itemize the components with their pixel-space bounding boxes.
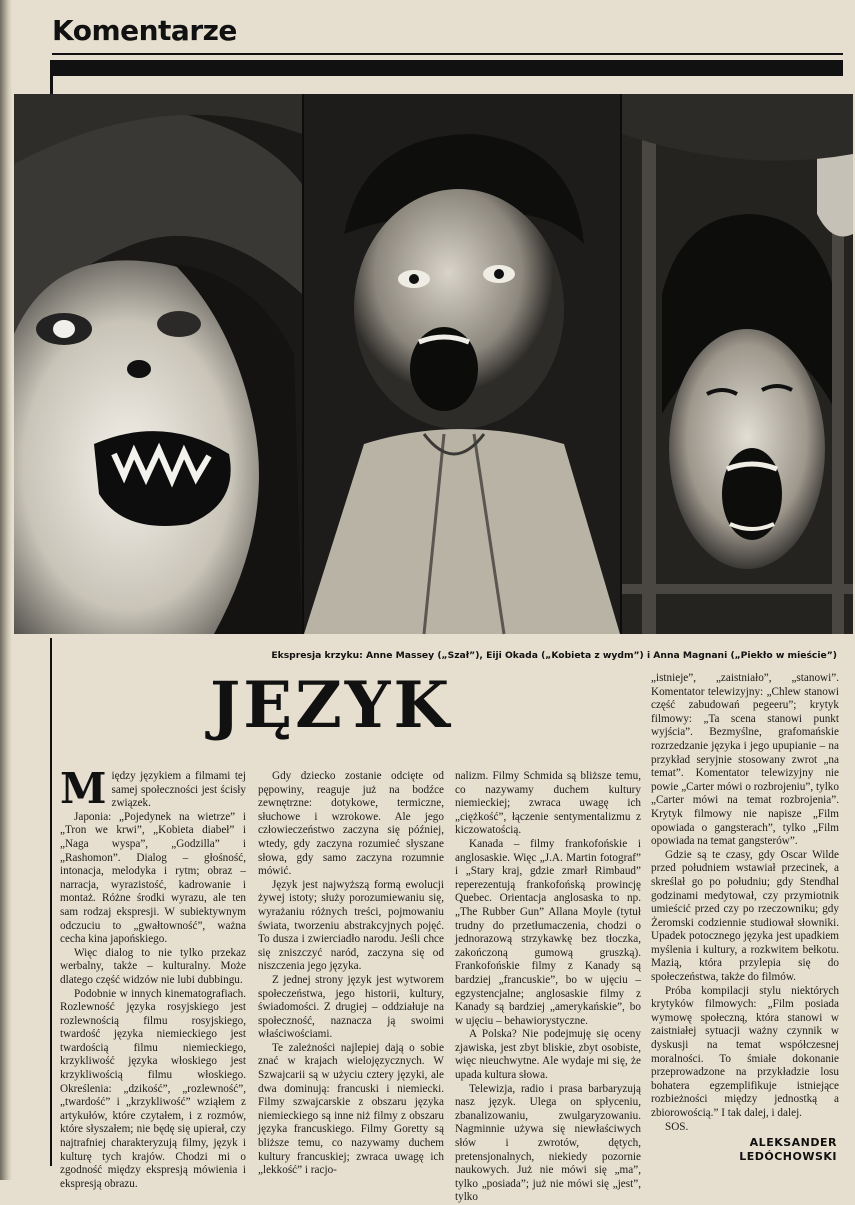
paragraph: „istnieje”, „zaistniało”, „stanowi”. Komentator telewizyjny: „Chlew stanowi część zabudowań pegeeru”; krytyk filmowy: „Ta scena stanowi punkt wyjścia”. Bezmyślne, grafomańskie rozrzedzanie języka i jego upupianie – na przykład seryjnie stosowany zwrot „na temat”. Komentator telewizyjny nie powie „Carter mówi o rozbrojeniu”, tylko „Carter mówi na temat rozbrojenia”. Krytyk filmowy nie napisze „Film opowiada o gangsterach”, tylko „Film opowiada na temat gangsterów”. [651, 672, 839, 848]
photo-strip [14, 94, 853, 634]
article-column-1 [60, 764, 246, 1191]
paragraph: A Polska? Nie podejmuję się oceny zjawiska, jest zbyt bliskie, zbyt osobiste, więc nieuchwytne. Ale wydaje mi się, że upada kultura słowa. [455, 1028, 641, 1082]
paragraph: Gdzie są te czasy, gdy Oscar Wilde przed południem wstawiał przecinek, a skreślał go po południu; gdy Stendhal godzinami medytował, czy przymiotnik umieścić przed czy po rzeczowniku; gdy Żeromski codziennie studiował słowniki. Upadek potocznego języka jest upadkiem myślenia i kultury, a rozkwitem bełkotu. Mazią, która przylepia się do społeczeństwa, także do filmów. [651, 848, 839, 984]
paragraph: Te zależności najlepiej dają o sobie znać w krajach wielojęzycznych. W Szwajcarii są w użyciu cztery języki, ale dwa dominują: francuski i niemiecki. Filmy szwajcarskie z obszaru języka niemieckiego są inne niż filmy z obszaru języka francuskiego. Filmy Goretty są bliższe temu, co nazywamy duchem kultury francuskiej; zwraca uwagę ich „lekkość” i racjo- [258, 1041, 444, 1177]
screaming-woman-photo [14, 94, 302, 634]
paragraph: Z jednej strony język jest wytworem społeczeństwa, jego historii, kultury, świadomości. Z drugiej – oddziałuje na społeczność, naznacza ją swoimi właściwościami. [258, 973, 444, 1041]
header-rule-left [50, 60, 53, 94]
paragraph: SOS. [665, 1120, 689, 1133]
article-left-rule [50, 638, 52, 1166]
paragraph: Język jest najwyższą formą ewolucji żywej istoty; służy porozumiewaniu się, wyrażaniu różnych treści, pojmowaniu świata, tworzeniu abstrakcyjnych pojęć. To dusza i zwierciadło narodu. Jeśli chce się zniszczyć naród, zaczyna się od niszczenia jego języka. [258, 878, 444, 973]
paragraph: Między językiem a filmami tej samej społeczności jest ścisły związek. [60, 764, 246, 813]
photo-caption: Ekspresja krzyku: Anne Massey („Szał”), Eiji Okada („Kobieta z wydm”) i Anna Magnani („Piekło w mieście”) [271, 650, 837, 661]
screaming-man-photo [304, 94, 620, 634]
paragraph: Gdy dziecko zostanie odcięte od pępowiny, reaguje już na bodźce zewnętrzne: dotykowe, termiczne, słuchowe i wzrokowe. Ale jego człowieczeństwo zaczyna się później, wtedy, gdy zaczyna rozumieć słyszane słowa, gdy samo zaczyna rozumnie mówić. [258, 770, 444, 878]
author-last-name: LEDÓCHOWSKI [739, 1150, 837, 1163]
paragraph: Próba kompilacji stylu niektórych krytyków filmowych: „Film posiada wymowę społeczną, która stanowi w zaistniałej sytuacji ważny czynnik w dyskusji na temat współczesnej moralności. To śmiałe dokonanie przeprowadzone na przykładzie losu bohatera egzemplifikuje istniejące rozbieżności między jednostką a zbiorowością.” I tak dalej, i dalej. [651, 984, 839, 1119]
drop-cap: M [60, 764, 107, 813]
article-column-3 [455, 770, 641, 1205]
paragraph: Japonia: „Pojedynek na wietrze” i „Tron we krwi”, „Kobieta diabeł” i „Naga wyspa”, „Godzilla” i „Rashomon”. Dialog – głośność, intonacja, melodyka i rytm; obraz – narracja, wyrazistość, kadrowanie i montaż. Różne środki wyrazu, ale ten sam rodzaj ekspresji. W subiektywnym odczuciu to „gwałtowność”, ważna cecha kina japońskiego. [60, 810, 246, 946]
header-rule-thin [52, 53, 843, 55]
paragraph: Podobnie w innych kinematografiach. Rozlewność języka rosyjskiego jest rozlewnością filmu rosyjskiego, twardość języka niemieckiego jest twardością filmu niemieckiego, krzykliwość języka włoskiego jest krzykliwością filmu włoskiego. Określenia: „dzikość”, „rozlewność”, „twardość” i „krzykliwość” wziąłem z artykułów, które czytałem, i z rozmów, które słyszałem; nie będę się upierał, czy najtrafniej charakteryzują filmy, język i kulturę tych krajów. Chodzi mi o zgodność między ekspresją mówienia i ekspresją obrazu. [60, 987, 246, 1190]
article-column-2 [258, 770, 444, 1178]
page-edge-shadow [0, 0, 12, 1180]
article-column-4 [651, 672, 839, 1134]
screaming-woman-behind-bars-photo [622, 94, 853, 634]
author-first-name: ALEKSANDER [749, 1136, 837, 1149]
paragraph: Kanada – filmy frankofońskie i anglosaskie. Więc „J.A. Martin fotograf” i „Stary kraj, gdzie zmarł Rimbaud” reperezentują frankofońską prowincję Quebec. Orientacja anglosaska to np. „The Rubber Gun” Allana Moyle (tytuł trudny do przetłumaczenia, chodzi o jednorazową strzykawkę bez tłoczka, zakończoną gumową gruszką). Frankofońskie filmy z Kanady są bardziej „francuskie”, bo w ujęciu – egzystencjalne; anglosaskie filmy z Kanady są bardziej „amerykańskie”, bo w ujęciu – behawiorystyczne. [455, 837, 641, 1027]
paragraph: Telewizja, radio i prasa barbaryzują nasz język. Ulega on spłyceniu, zbanalizowaniu, zwulgaryzowaniu. Nagminnie używa się niewłaściwych słów i zwrotów, dętych, pretensjonalnych, niekiedy pozornie naukowych. Już nie mówi się „ma”, tylko „posiada”; już nie mówi się „jest”, tylko [455, 1082, 641, 1204]
paragraph: nalizm. Filmy Schmida są bliższe temu, co nazywamy duchem kultury niemieckiej; zwraca uwagę ich „ciężkość”, łączenie sentymentalizmu z kiczowatością. [455, 770, 641, 837]
header-rule-thick [52, 60, 843, 76]
paragraph: Więc dialog to nie tylko przekaz werbalny, także – kulturalny. Może dlatego część widzów nie lubi dubbingu. [60, 946, 246, 986]
headline: JĘZYK [210, 668, 453, 743]
author-signature [739, 1136, 837, 1164]
section-title: Komentarze [52, 14, 237, 47]
